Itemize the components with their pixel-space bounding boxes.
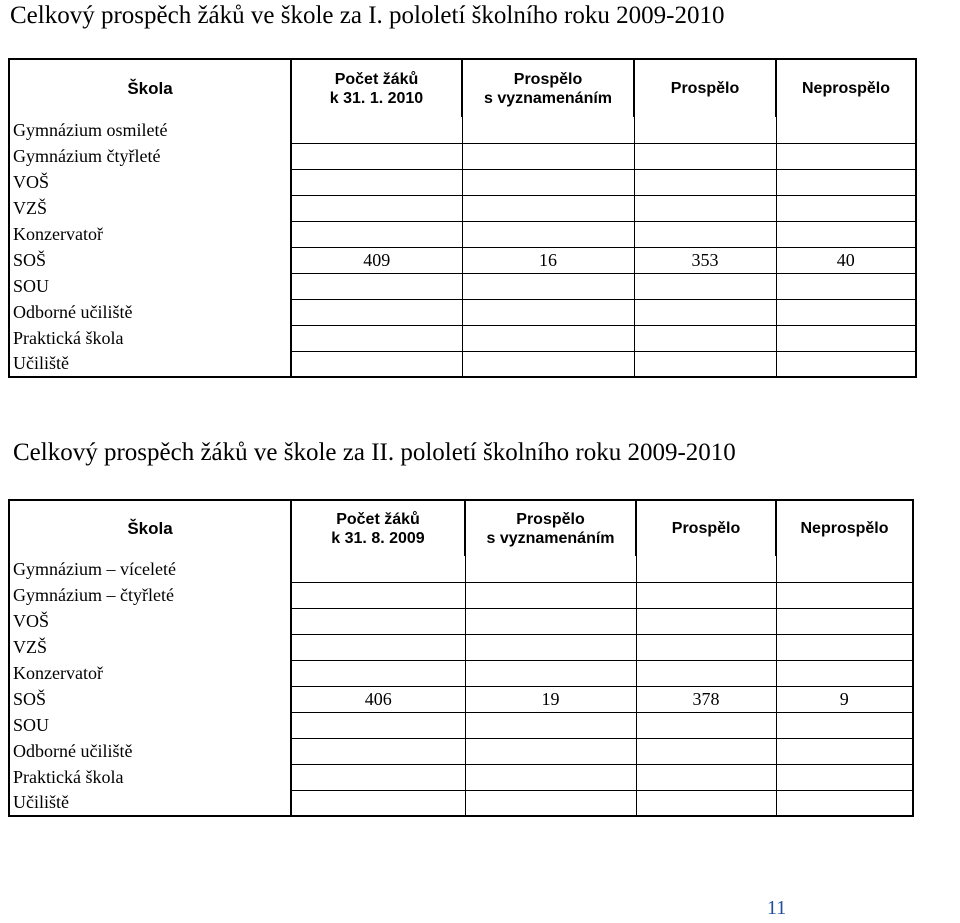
school-cell: SOU	[13, 714, 50, 735]
header-honors: Prospělo s vyznamenáním	[465, 500, 636, 556]
school-cell: Gymnázium – víceleté	[13, 558, 176, 579]
passed-cell	[636, 556, 776, 582]
passed-cell	[634, 143, 776, 169]
school-cell: Praktická škola	[13, 766, 124, 787]
section2-title: Celkový prospěch žáků ve škole za II. pololetí školního roku 2009-2010	[13, 439, 736, 466]
table-row	[9, 195, 916, 221]
honors-cell	[462, 325, 634, 351]
passed-cell	[634, 299, 776, 325]
school-cell: VOŠ	[13, 610, 50, 631]
count-cell	[291, 299, 462, 325]
school-cell: VZŠ	[13, 197, 48, 218]
failed-cell: 9	[776, 686, 913, 712]
honors-cell	[465, 738, 636, 764]
count-cell	[291, 608, 465, 634]
table-row	[9, 325, 916, 351]
table-row	[9, 608, 913, 634]
count-cell	[291, 169, 462, 195]
table-row	[9, 582, 913, 608]
school-cell: Konzervatoř	[13, 223, 103, 244]
failed-cell	[776, 351, 916, 377]
honors-cell	[465, 582, 636, 608]
honors-cell	[462, 169, 634, 195]
honors-cell	[465, 790, 636, 816]
count-cell	[291, 764, 465, 790]
passed-cell	[636, 790, 776, 816]
school-cell: SOŠ	[13, 249, 47, 270]
failed-cell	[776, 556, 913, 582]
table-row	[9, 686, 913, 712]
header-passed: Prospělo	[634, 59, 776, 117]
school-cell: SOŠ	[13, 688, 47, 709]
failed-cell	[776, 790, 913, 816]
school-cell: SOU	[13, 275, 50, 296]
count-cell	[291, 634, 465, 660]
failed-cell	[776, 325, 916, 351]
count-cell	[291, 660, 465, 686]
passed-cell	[636, 608, 776, 634]
count-cell	[291, 117, 462, 143]
passed-cell	[634, 325, 776, 351]
school-cell: Učiliště	[13, 353, 69, 373]
count-cell	[291, 790, 465, 816]
count-cell	[291, 273, 462, 299]
honors-cell	[465, 764, 636, 790]
honors-cell	[462, 143, 634, 169]
header-honors: Prospělo s vyznamenáním	[462, 59, 634, 117]
school-cell: Odborné učiliště	[13, 301, 133, 322]
table-row	[9, 556, 913, 582]
results-table-second-half	[8, 499, 914, 817]
table-row	[9, 790, 913, 816]
honors-cell	[462, 195, 634, 221]
passed-cell	[634, 221, 776, 247]
school-cell: Praktická škola	[13, 327, 124, 348]
honors-cell	[462, 273, 634, 299]
count-cell: 409	[291, 247, 462, 273]
passed-cell: 353	[634, 247, 776, 273]
count-cell	[291, 712, 465, 738]
failed-cell	[776, 634, 913, 660]
honors-cell: 16	[462, 247, 634, 273]
count-cell	[291, 325, 462, 351]
failed-cell	[776, 169, 916, 195]
passed-cell	[636, 764, 776, 790]
school-cell: Gymnázium osmileté	[13, 119, 168, 140]
honors-cell	[465, 712, 636, 738]
honors-cell	[465, 634, 636, 660]
failed-cell: 40	[776, 247, 916, 273]
header-passed: Prospělo	[636, 500, 776, 556]
failed-cell	[776, 299, 916, 325]
honors-cell	[465, 556, 636, 582]
passed-cell	[634, 117, 776, 143]
header-school: Škola	[127, 519, 173, 538]
failed-cell	[776, 143, 916, 169]
school-cell: Gymnázium – čtyřleté	[13, 584, 174, 605]
table-row	[9, 712, 913, 738]
failed-cell	[776, 764, 913, 790]
header-count: Počet žáků k 31. 8. 2009	[291, 500, 465, 556]
table-row	[9, 351, 916, 377]
count-cell	[291, 738, 465, 764]
table-row	[9, 660, 913, 686]
passed-cell	[634, 273, 776, 299]
header-failed: Neprospělo	[776, 500, 913, 556]
count-cell	[291, 143, 462, 169]
failed-cell	[776, 660, 913, 686]
failed-cell	[776, 738, 913, 764]
table-header-row	[9, 59, 916, 117]
passed-cell	[634, 195, 776, 221]
honors-cell	[462, 221, 634, 247]
passed-cell	[636, 582, 776, 608]
page-number: 11	[767, 897, 787, 919]
school-cell: Konzervatoř	[13, 662, 103, 683]
table-row	[9, 221, 916, 247]
table-row	[9, 764, 913, 790]
header-count: Počet žáků k 31. 1. 2010	[291, 59, 462, 117]
table-row	[9, 247, 916, 273]
table-body	[9, 117, 916, 377]
header-school: Škola	[127, 79, 173, 98]
count-cell: 406	[291, 686, 465, 712]
table-row	[9, 117, 916, 143]
count-cell	[291, 351, 462, 377]
failed-cell	[776, 221, 916, 247]
school-cell: Gymnázium čtyřleté	[13, 145, 161, 166]
honors-cell	[462, 299, 634, 325]
table-row	[9, 738, 913, 764]
failed-cell	[776, 273, 916, 299]
table-row	[9, 273, 916, 299]
honors-cell: 19	[465, 686, 636, 712]
passed-cell	[636, 712, 776, 738]
school-cell: VZŠ	[13, 636, 48, 657]
count-cell	[291, 195, 462, 221]
failed-cell	[776, 712, 913, 738]
passed-cell: 378	[636, 686, 776, 712]
passed-cell	[634, 351, 776, 377]
honors-cell	[462, 117, 634, 143]
count-cell	[291, 556, 465, 582]
failed-cell	[776, 195, 916, 221]
table-body	[9, 556, 913, 816]
school-cell: VOŠ	[13, 171, 50, 192]
passed-cell	[634, 169, 776, 195]
table-row	[9, 299, 916, 325]
passed-cell	[636, 660, 776, 686]
header-failed: Neprospělo	[776, 59, 916, 117]
honors-cell	[462, 351, 634, 377]
failed-cell	[776, 608, 913, 634]
honors-cell	[465, 660, 636, 686]
passed-cell	[636, 634, 776, 660]
table-row	[9, 143, 916, 169]
passed-cell	[636, 738, 776, 764]
count-cell	[291, 582, 465, 608]
table-row	[9, 169, 916, 195]
results-table-first-half	[8, 58, 917, 378]
section1-title: Celkový prospěch žáků ve škole za I. pololetí školního roku 2009-2010	[10, 2, 725, 29]
table-header-row	[9, 500, 913, 556]
failed-cell	[776, 117, 916, 143]
honors-cell	[465, 608, 636, 634]
school-cell: Odborné učiliště	[13, 740, 133, 761]
count-cell	[291, 221, 462, 247]
table-row	[9, 634, 913, 660]
school-cell: Učiliště	[13, 792, 69, 812]
failed-cell	[776, 582, 913, 608]
